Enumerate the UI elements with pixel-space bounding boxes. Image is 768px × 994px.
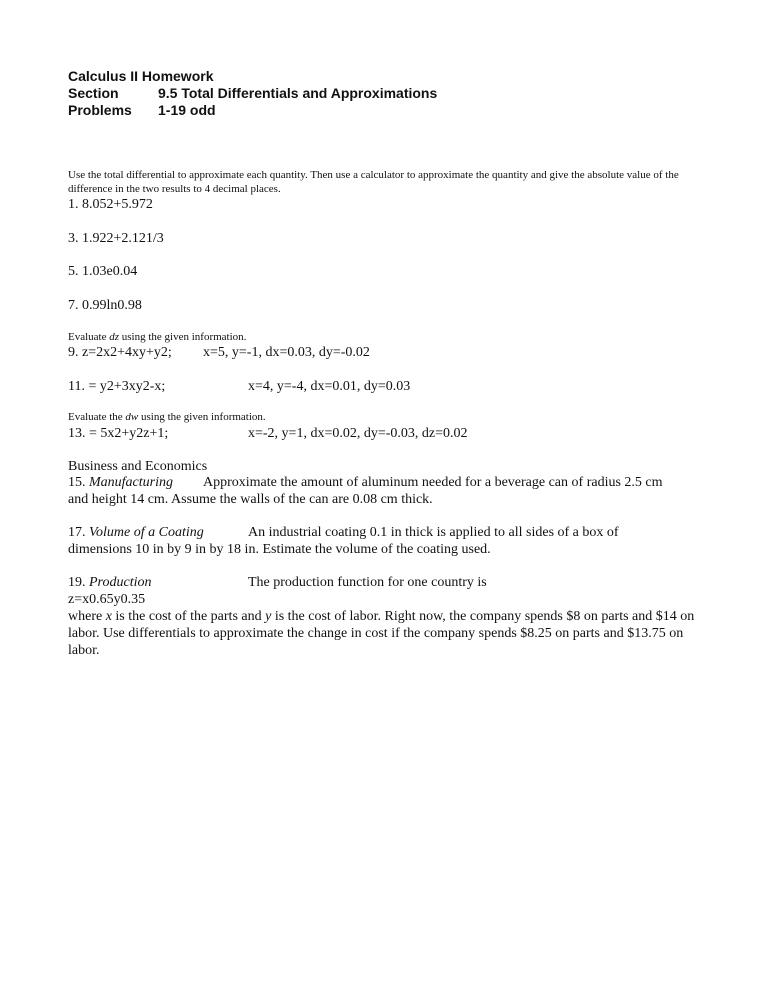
problem-17-text: An industrial coating 0.1 in thick is applied to all sides of a box of xyxy=(248,525,619,540)
problem-17-title: Volume of a Coating xyxy=(89,525,204,540)
problem-13-values: x=-2, y=1, dx=0.02, dy=-0.03, dz=0.02 xyxy=(248,426,468,441)
problem-15: 15. Manufacturing Approximate the amount of aluminum needed for a beverage can of radius 2.5 cm xyxy=(68,475,663,490)
problem-3: 3. 1.922+2.121/3 xyxy=(68,231,164,246)
problem-19-title: Production xyxy=(89,575,152,590)
problem-19: 19. Production The production function for one country is xyxy=(68,575,487,590)
problem-11-expr: 11. = y2+3xy2-x; xyxy=(68,379,166,394)
problem-7: 7. 0.99ln0.98 xyxy=(68,298,142,313)
section-value: 9.5 Total Differentials and Approximations xyxy=(158,85,438,101)
problem-1: 1. 8.052+5.972 xyxy=(68,197,153,212)
problem-17: 17. Volume of a Coating An industrial coating 0.1 in thick is applied to all sides of a box of xyxy=(68,525,619,540)
problem-17-text-2: dimensions 10 in by 9 in by 18 in. Estimate the volume of the coating used. xyxy=(68,542,491,557)
problem-19-formula: z=x0.65y0.35 xyxy=(68,592,146,607)
problem-19-text: The production function for one country is xyxy=(248,575,487,590)
problem-15-title: Manufacturing xyxy=(89,475,173,490)
instruction-eval-dz: Evaluate dz using the given information. xyxy=(68,331,247,343)
section-label: Section xyxy=(68,85,119,101)
problem-11 xyxy=(68,378,708,395)
header-section xyxy=(68,85,437,102)
problems-value: 1-19 odd xyxy=(158,102,216,118)
problem-11-values: x=4, y=-4, dx=0.01, dy=0.03 xyxy=(248,379,411,394)
header-title: Calculus II Homework xyxy=(68,68,214,84)
problem-13-expr: 13. = 5x2+y2z+1; xyxy=(68,426,169,441)
problems-label: Problems xyxy=(68,102,132,118)
problem-9-values: x=5, y=-1, dx=0.03, dy=-0.02 xyxy=(203,345,370,360)
problem-5: 5. 1.03e0.04 xyxy=(68,264,138,279)
instruction-total-differential: Use the total differential to approximate each quantity. Then use a calculator to approximate the quantity and give the absolute value of the difference in the two results to 4 decimal places. xyxy=(68,169,679,195)
header-problems xyxy=(68,102,216,119)
problem-15-text-2: and height 14 cm. Assume the walls of the can are 0.08 cm thick. xyxy=(68,492,433,507)
instruction-eval-dw: Evaluate the dw using the given information. xyxy=(68,411,266,423)
problem-13 xyxy=(68,425,708,442)
problem-9-expr: 9. z=2x2+4xy+y2; xyxy=(68,345,172,360)
business-heading: Business and Economics xyxy=(68,459,208,474)
problem-15-text: Approximate the amount of aluminum needed for a beverage can of radius 2.5 cm xyxy=(203,475,663,490)
problem-9 xyxy=(68,344,708,361)
problem-19-body: where x is the cost of the parts and y is the cost of labor. Right now, the company spends $8 on parts and $14 on labor. Use differentials to approximate the change in cost if the company spends $8.25 on parts and $13.75 on labor. xyxy=(68,609,695,658)
